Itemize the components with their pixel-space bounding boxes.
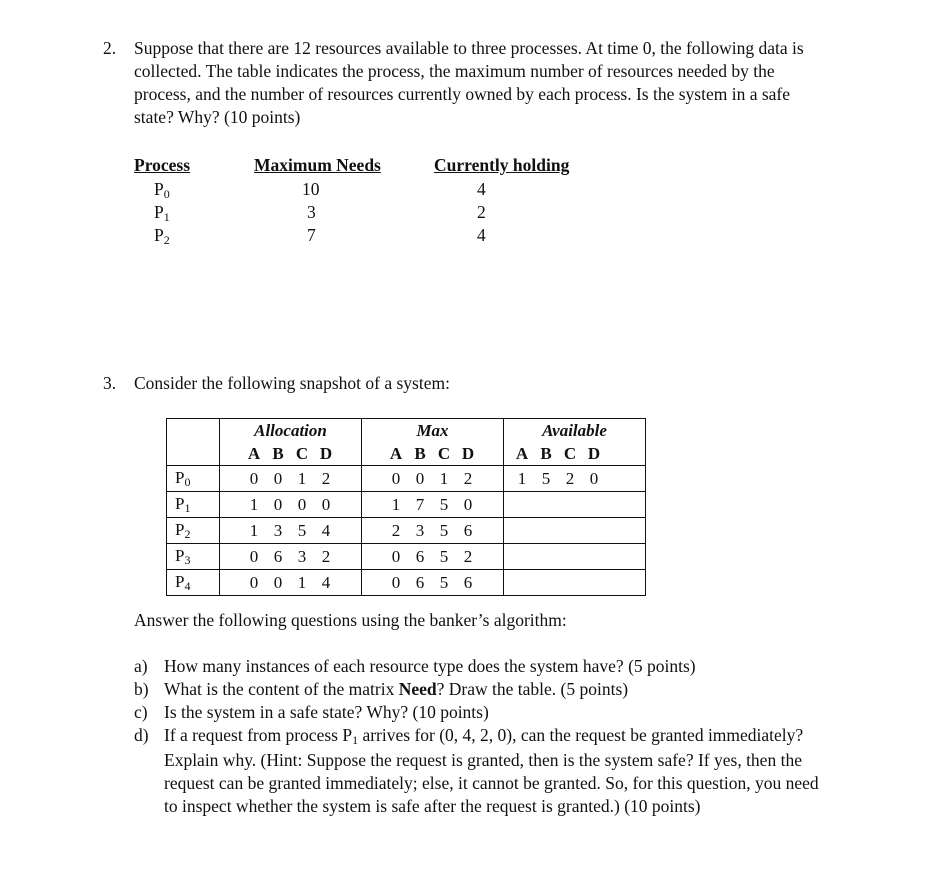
max-values: 2 3 5 6 xyxy=(362,518,504,544)
max-letters: A B C D xyxy=(362,442,504,466)
q2-line-4: state? Why? (10 points) xyxy=(134,107,301,127)
process-name: P3 xyxy=(167,544,220,570)
table-row xyxy=(167,544,646,570)
q2-number: 2. xyxy=(103,38,117,58)
allocation-values: 0 0 1 4 xyxy=(220,570,362,596)
allocation-values: 0 6 3 2 xyxy=(220,544,362,570)
q2-line-3: process, and the number of resources currently owned by each process. Is the system in a safe xyxy=(134,84,791,104)
max-need-value: 7 xyxy=(307,225,316,245)
table-row xyxy=(167,492,646,518)
question-b: b) What is the content of the matrix Need? Draw the table. (5 points) xyxy=(134,679,629,699)
process-name: P2 xyxy=(154,225,170,247)
process-name: P0 xyxy=(167,466,220,492)
max-values: 0 6 5 6 xyxy=(362,570,504,596)
q2-line-2: collected. The table indicates the process, the maximum number of resources needed by the xyxy=(134,61,775,81)
question-list xyxy=(134,655,924,818)
header-maximum-needs: Maximum Needs xyxy=(254,155,381,175)
corner-cell xyxy=(167,419,220,443)
q3-intro: Consider the following snapshot of a system: xyxy=(134,373,450,393)
table-row xyxy=(167,466,646,492)
group-max: Max xyxy=(362,419,504,443)
allocation-letters: A B C D xyxy=(220,442,362,466)
snapshot-table xyxy=(166,418,646,596)
question-c: c) Is the system in a safe state? Why? (10 points) xyxy=(134,702,489,722)
holding-value: 4 xyxy=(477,179,486,199)
available-empty xyxy=(504,544,646,570)
group-available: Available xyxy=(504,419,646,443)
available-empty xyxy=(504,518,646,544)
max-values: 1 7 5 0 xyxy=(362,492,504,518)
max-values: 0 6 5 2 xyxy=(362,544,504,570)
q2-text xyxy=(134,37,924,129)
process-name: P2 xyxy=(167,518,220,544)
allocation-values: 1 3 5 4 xyxy=(220,518,362,544)
q3-number: 3. xyxy=(103,373,117,393)
process-name: P1 xyxy=(167,492,220,518)
header-currently-holding: Currently holding xyxy=(434,155,570,175)
q2-line-1: Suppose that there are 12 resources available to three processes. At time 0, the following data is xyxy=(134,38,804,58)
question-d: d) If a request from process P1 arrives for (0, 4, 2, 0), can the request be granted immediately? Explain why. (Hint: Suppose the request is granted, then is the system safe? If yes, then the request can be granted immediately; else, it cannot be granted. So, for this question, you need to inspect whether the system is safe after the request is granted.) (10 points) xyxy=(134,725,819,816)
max-need-value: 3 xyxy=(307,202,316,222)
allocation-values: 1 0 0 0 xyxy=(220,492,362,518)
question-a: a) How many instances of each resource type does the system have? (5 points) xyxy=(134,656,696,676)
process-name: P1 xyxy=(154,202,170,224)
max-need-value: 10 xyxy=(302,179,320,199)
process-name: P0 xyxy=(154,179,170,201)
holding-value: 2 xyxy=(477,202,486,222)
available-values: 1 5 2 0 xyxy=(504,466,646,492)
header-process: Process xyxy=(134,155,191,175)
table-row xyxy=(167,570,646,596)
group-allocation: Allocation xyxy=(220,419,362,443)
process-name: P4 xyxy=(167,570,220,596)
answer-intro: Answer the following questions using the banker’s algorithm: xyxy=(134,610,567,630)
available-letters: A B C D xyxy=(504,442,646,466)
max-values: 0 0 1 2 xyxy=(362,466,504,492)
holding-value: 4 xyxy=(477,225,486,245)
available-empty xyxy=(504,570,646,596)
allocation-values: 0 0 1 2 xyxy=(220,466,362,492)
table-row xyxy=(167,518,646,544)
corner-cell xyxy=(167,442,220,466)
available-empty xyxy=(504,492,646,518)
